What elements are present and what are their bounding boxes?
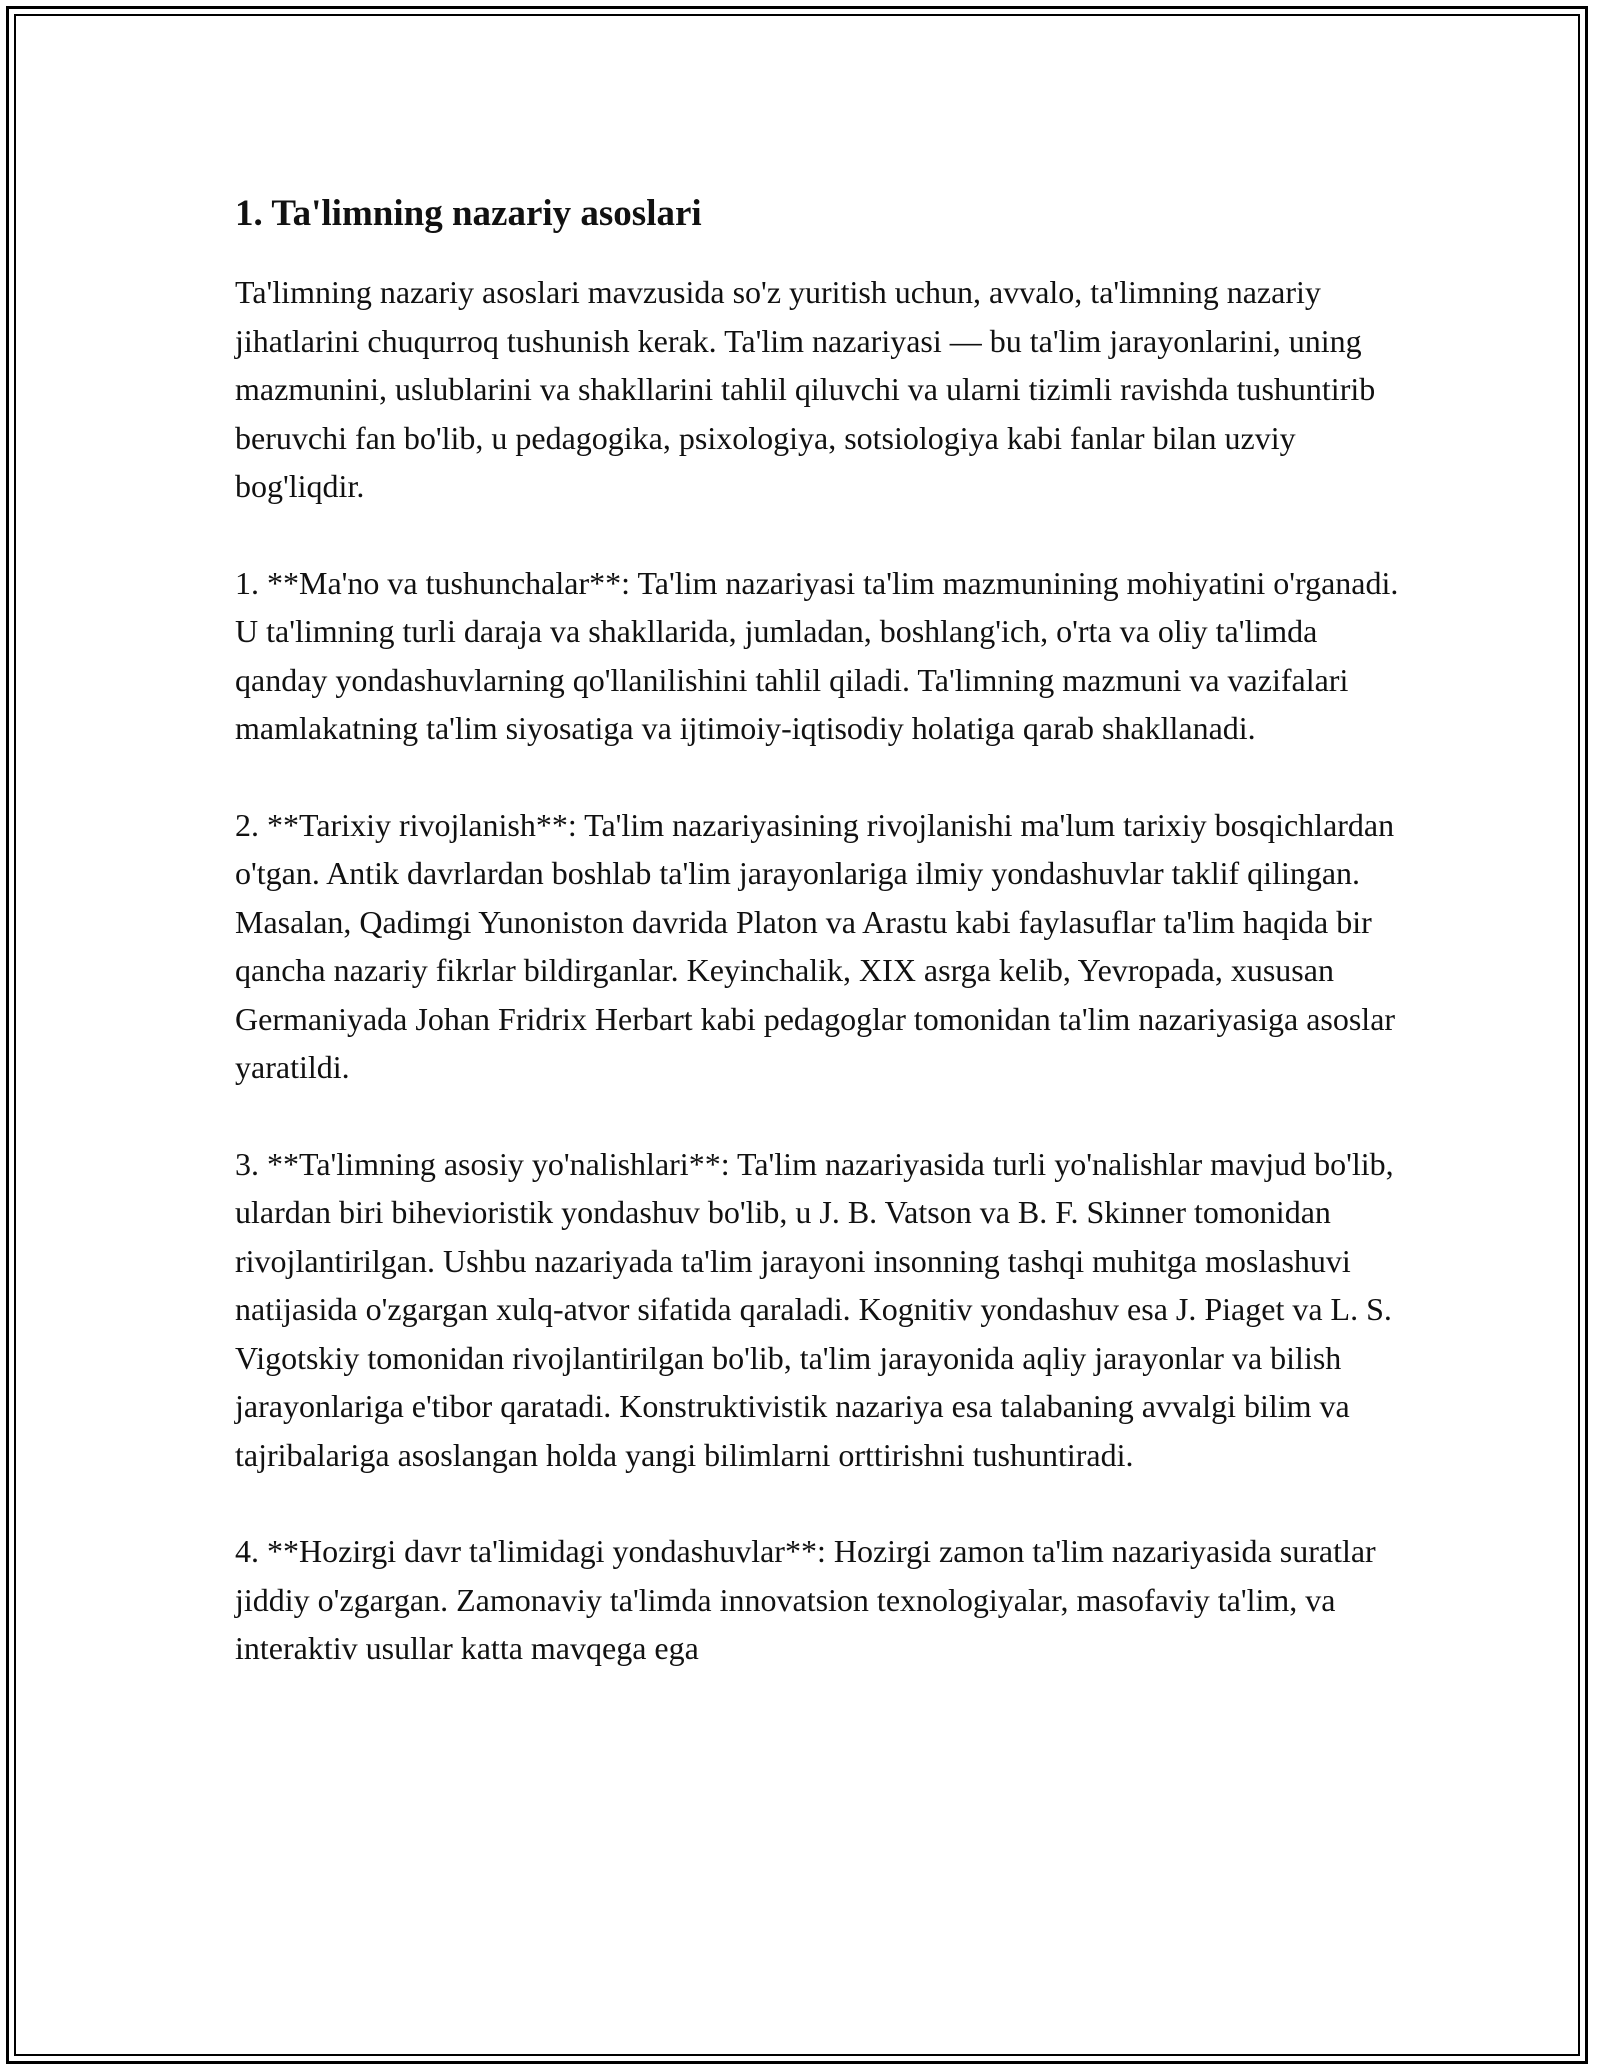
paragraph-main-directions: 3. **Ta'limning asosiy yo'nalishlari**: Ta'lim nazariyasida turli yo'nalishlar mavjud bo'lib, ulardan biri bihevioristik yondashuv bo'lib, u J. B. Vatson va B. F. Skinner tomonidan rivojlantirilgan. Ushbu nazariyada ta'lim jarayoni insonning tashqi muhitga moslashuvi natijasida o'zgargan xulq-atvor sifatida qaraladi. Kognitiv yondashuv esa J. Piaget va L. S. Vigotskiy tomonidan rivojlantirilgan bo'lib, ta'lim jarayonida aqliy jarayonlar va bilish jarayonlariga e'tibor qaratadi. Konstruktivistik nazariya esa talabaning avvalgi bilim va tajribalariga asoslangan holda yangi bilimlarni orttirishni tushuntiradi.: [235, 1145, 1394, 1473]
document-body: [235, 188, 1405, 1721]
paragraph-historical-development: 2. **Tarixiy rivojlanish**: Ta'lim nazariyasining rivojlanishi ma'lum tarixiy bosqichlardan o'tgan. Antik davrlardan boshlab ta'lim jarayonlariga ilmiy yondashuvlar taklif qilingan. Masalan, Qadimgi Yunoniston davrida Platon va Arastu kabi faylasuflar ta'lim haqida bir qancha nazariy fikrlar bildirganlar. Keyinchalik, XIX asrga kelib, Yevropada, xususan Germaniyada Johan Fridrix Herbart kabi pedagoglar tomonidan ta'lim nazariyasiga asoslar yaratildi.: [235, 806, 1396, 1085]
paragraph-modern-approaches: 4. **Hozirgi davr ta'limidagi yondashuvlar**: Hozirgi zamon ta'lim nazariyasida suratlar jiddiy o'zgargan. Zamonaviy ta'limda innovatsion texnologiyalar, masofaviy ta'lim, va interaktiv usullar katta mavqega ega: [235, 1533, 1376, 1666]
intro-paragraph: Ta'limning nazariy asoslari mavzusida so'z yuritish uchun, avvalo, ta'limning nazariy jihatlarini chuqurroq tushunish kerak. Ta'lim nazariyasi — bu ta'lim jarayonlarini, uning mazmunini, uslublarini va shakllarini tahlil qiluvchi va ularni tizimli ravishda tushuntirib beruvchi fan bo'lib, u pedagogika, psixologiya, sotsiologiya kabi fanlar bilan uzviy bog'liqdir.: [235, 274, 1376, 504]
section-heading: 1. Ta'limning nazariy asoslari: [235, 193, 702, 234]
paragraph-meaning-concepts: 1. **Ma'no va tushunchalar**: Ta'lim nazariyasi ta'lim mazmunining mohiyatini o'rganadi. U ta'limning turli daraja va shakllarida, jumladan, boshlang'ich, o'rta va oliy ta'limda qanday yondashuvlarning qo'llanilishini tahlil qiladi. Ta'limning mazmuni va vazifalari mamlakatning ta'lim siyosatiga va ijtimoiy-iqtisodiy holatiga qarab shakllanadi.: [235, 564, 1399, 746]
